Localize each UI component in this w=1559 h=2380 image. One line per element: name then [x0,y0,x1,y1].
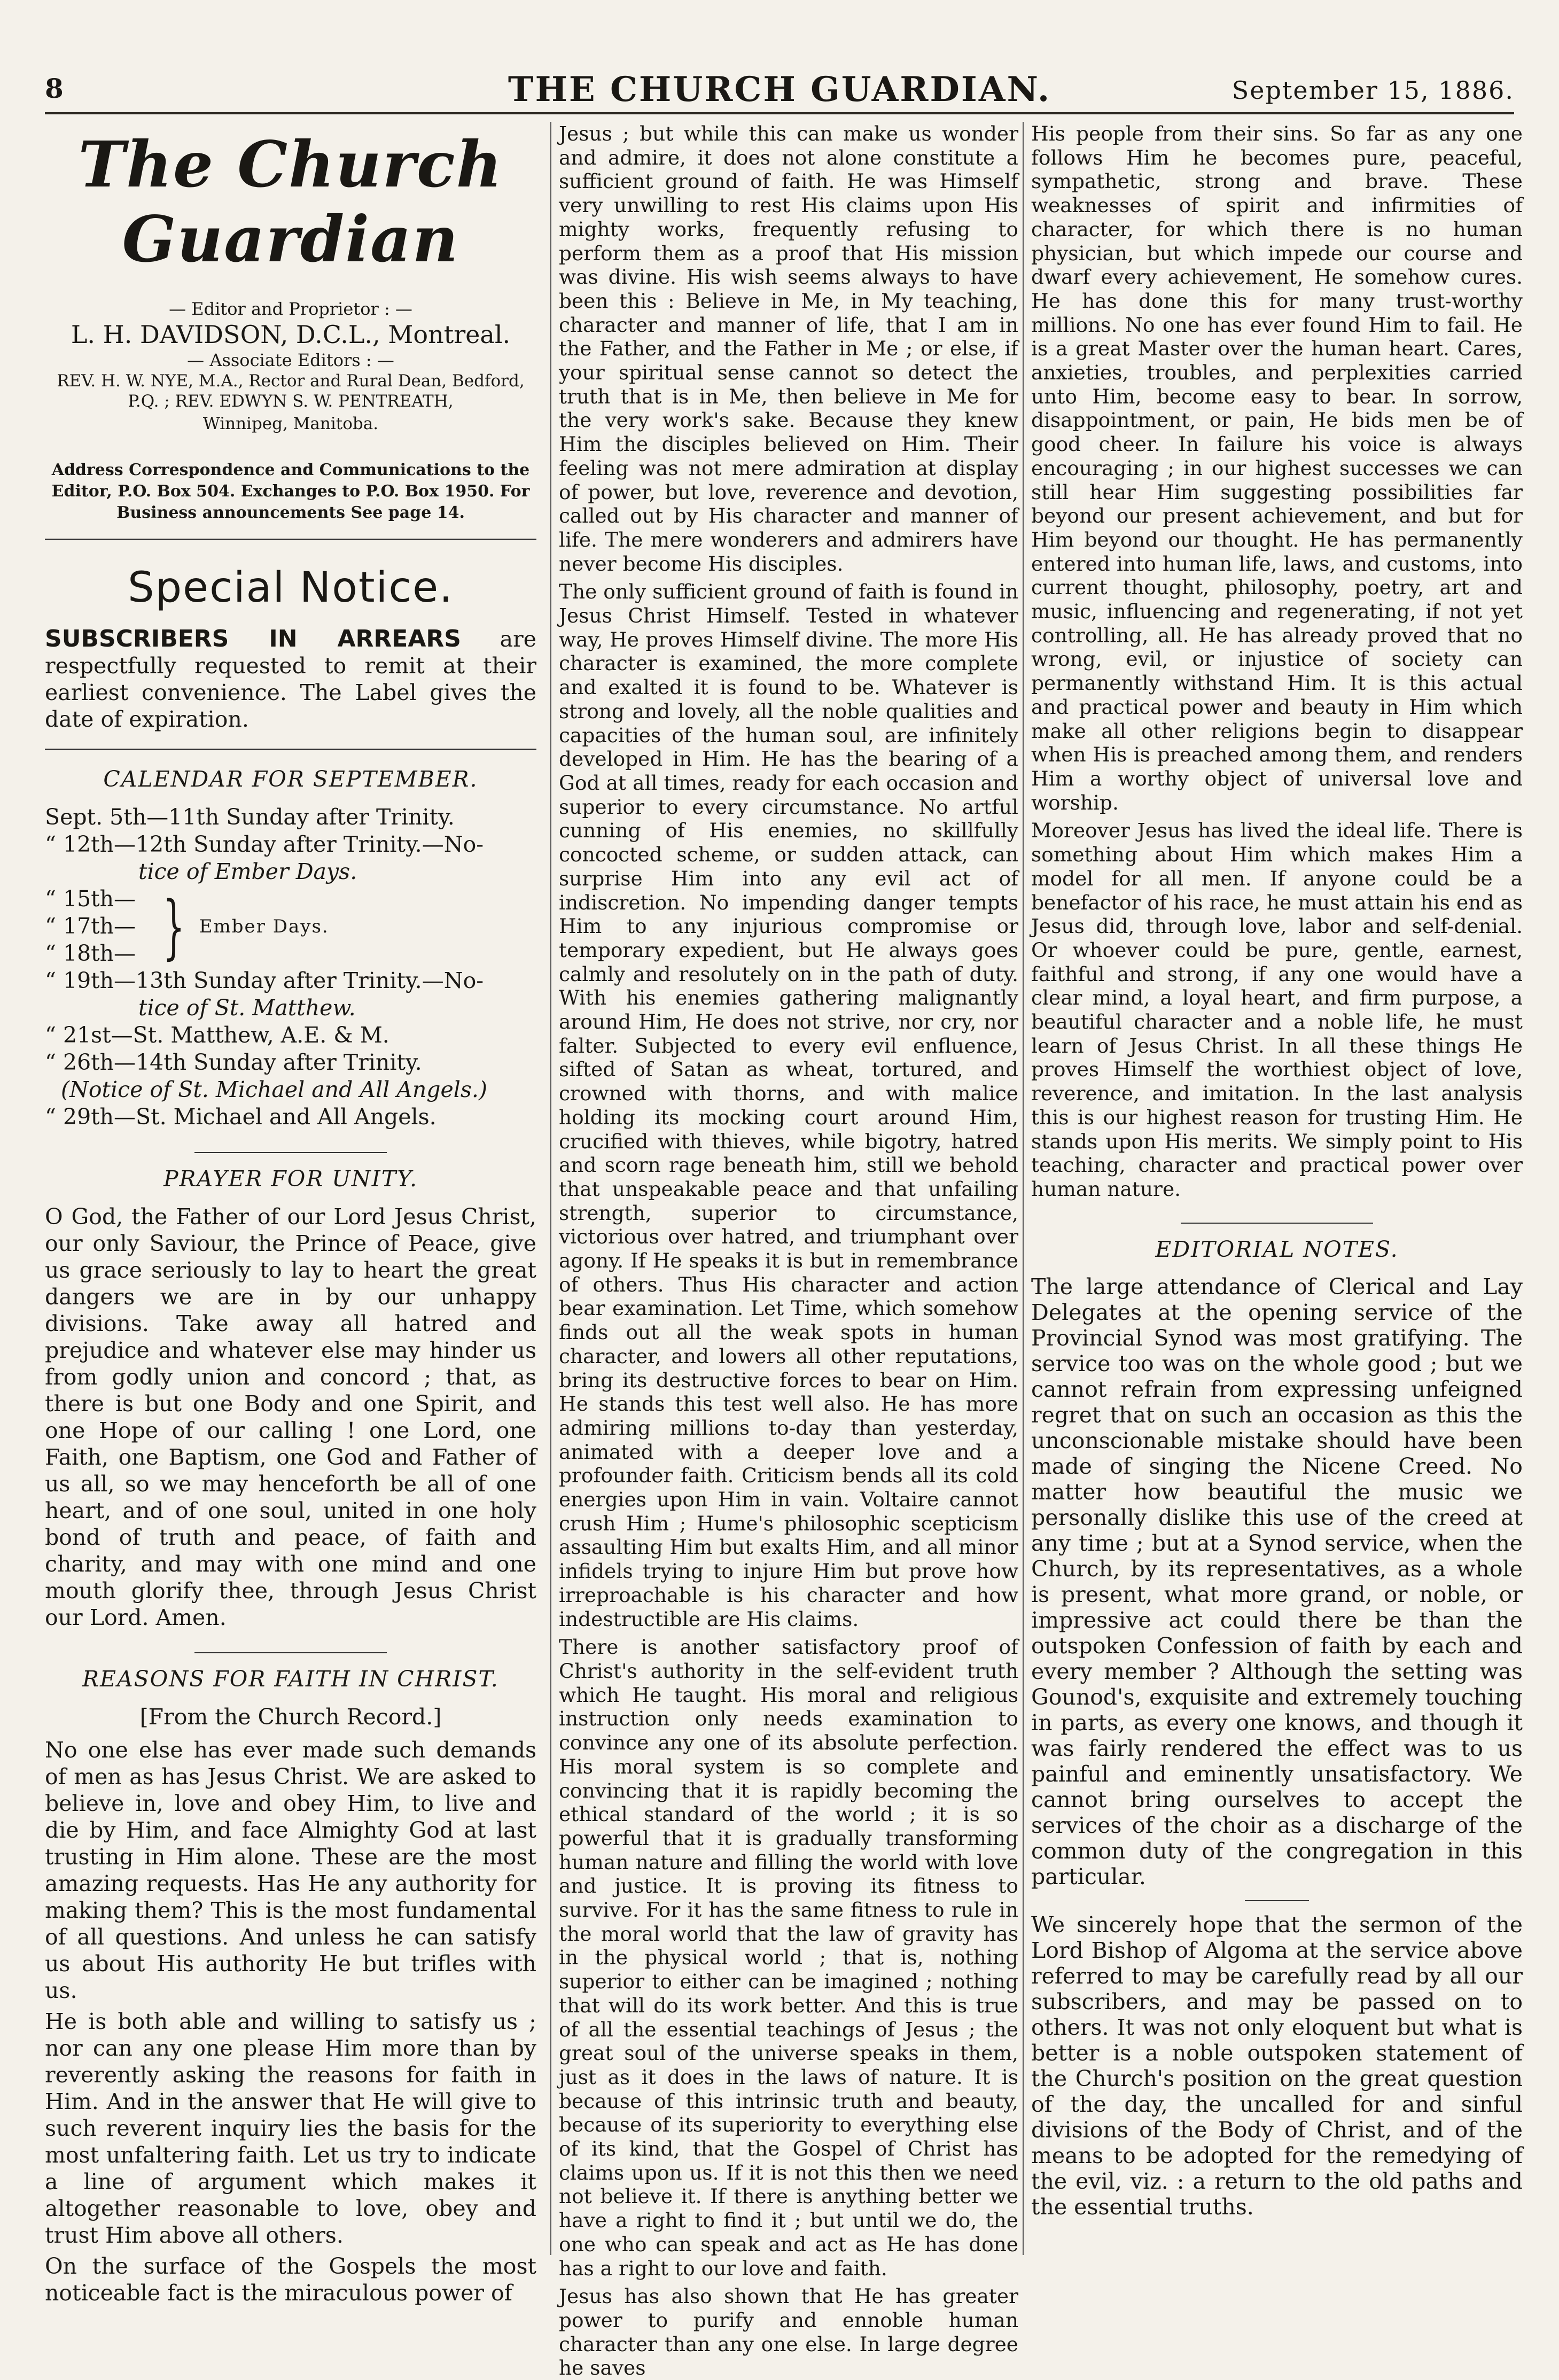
associate-editors-location: Winnipeg, Manitoba. [202,414,379,433]
ember-days-label: Ember Days. [199,915,329,937]
article-paragraph: The only sufficient ground of faith is found in Jesus Christ Himself. Tested in whatever way, He proves Himself divine. The more His character is examined, the more complete and exalted it is found to be. Whatever is strong and lovely, all the noble qualities and capacities of the human soul, are infinitely developed in Him. He has the bearing of a God at all times, ready for each occasion and superior to every circumstance. No artful cunning of His enemies, no skillfully concocted scheme, or sudden attack, can surprise Him into any evil act of indiscretion. No impending danger tempts Him to any injurious compromise or temporary expedient, but He always goes calmly and resolutely on in the path of duty. With his enemies gathering malignantly around Him, He does not strive, nor cry, nor falter. Subjected to every evil enfluence, sifted of Satan as wheat, tortured, and crowned with thorns, and with malice holding its mocking court around Him, crucified with thieves, while bigotry, hatred and scorn rage beneath him, still we behold that unspeakable peace and that unfailing strength, superior to circumstance, victorious over hatred, and triumphant over agony. If He speaks it is but in remembrance of others. Thus His character and action bear examination. Let Time, which somehow finds out all the weak spots in human character, and lowers all other reputations, bring its destructive forces to bear on Him. He stands this test well also. He has more admiring millions to-day than yesterday, animated with a deeper love and a profounder faith. Criticism bends all its cold energies upon Him in vain. Voltaire cannot crush Him ; Hume's philosophic scepticism assaulting Him but exalts Him, and all minor infidels trying to injure Him but prove how irreproachable is his character and how indestructible are His claims. [559,580,1018,1631]
reasons-heading: REASONS FOR FAITH IN CHRIST. [82,1666,499,1692]
prayer-body: O God, the Father of our Lord Jesus Christ, our only Saviour, the Prince of Peace, give us grace seriously to lay to heart the great dangers we are in by our unhappy divisions. Take away all hatred and prejudice and whatever else may hinder us from godly union and concord ; that, as there is but one Body and one Spirit, and one Hope of our calling ! one Lord, one Faith, one Baptism, one God and Father of us all, so we may henceforth be all of one heart, and of one soul, united in one holy bond of truth and peace, of faith and charity, and may with one mind and one mouth glorify thee, through Jesus Christ our Lord. Amen. [45,1204,536,1630]
article-paragraph: No one else has ever made such demands of men as has Jesus Christ. We are asked to believe in, love and obey Him, to live and die by Him, and face Almighty God at last trusting in Him alone. These are the most amazing requests. Has He any authority for making them? This is the most fundamental of all questions. And unless he can satisfy us about His authority He but trifles with us. [45,1737,536,2003]
article-paragraph: There is another satisfactory proof of Christ's authority in the self-evident truth which He taught. His moral and religious instruction only needs examination to convince any one of its absolute perfection. His moral system is so complete and convincing that it is rapidly becoming the ethical standard of the world ; it is so powerful that it is gradually transforming human nature and filling the world with love and justice. It is proving its fitness to survive. For it has the same fitness to rule in the moral world that the law of gravity has in the physical world ; that is, nothing superior to either can be imagined ; nothing that will do its work better. And this is true of all the essential teachings of Jesus ; the great soul of the universe speaks in them, just as it does in the laws of nature. It is because of this intrinsic truth and beauty, because of its superiority to everything else of its kind, that the Gospel of Christ has claims upon us. If it is not this then we need not believe it. If there is anything better we have a right to find it ; but until we do, the one who can speak and act as He has done has a right to our love and faith. [559,1635,1018,2280]
calendar-entry: “ 21st—St. Matthew, A.E. & M. [45,1022,389,1048]
calendar-entry: “ 12th—12th Sunday after Trinity.—No- [45,831,484,857]
article-paragraph: On the surface of the Gospels the most noticeable fact is the miraculous power of [45,2253,536,2306]
calendar-entry: Sept. 5th—11th Sunday after Trinity. [45,804,455,830]
calendar-entry-note: (Notice of St. Michael and All Angels.) [61,1077,487,1102]
article-paragraph: He is both able and willing to satisfy us ; nor can any one please Him more than by reverently asking the reasons for faith in Him. And in the answer that He will give to such reverent inquiry lies the basis for the most unfaltering faith. Let us try to indicate a line of argument which makes it altogether reasonable to love, obey and trust Him above all others. [45,2009,536,2248]
article-paragraph: Jesus has also shown that He has greater power to purify and ennoble human character than any one else. In large degree he saves [559,2284,1018,2380]
calendar-entry: “ 15th— [45,886,136,912]
running-head [45,69,1514,114]
running-title: THE CHURCH GUARDIAN. [508,69,1051,110]
calendar-entry-note: tice of Ember Days. [138,859,357,884]
special-notice-body [45,626,536,733]
divider [194,1152,387,1153]
editor-name: L. H. DAVIDSON, D.C.L., Montreal. [71,320,511,349]
prayer-heading: PRAYER FOR UNITY. [163,1166,418,1192]
calendar-entry: “ 29th—St. Michael and All Angels. [45,1104,436,1130]
divider [1181,1223,1373,1224]
special-notice-text: are respectfully requested to remit at their earliest convenience. The Label gives the date of expiration. [45,626,536,732]
article-paragraph: His people from their sins. So far as any one follows Him he becomes pure, peaceful, sympathetic, strong and brave. These weaknesses of spirit and infirmities of character, for which there is no human physician, but which impede our course and dwarf every achievement, He somehow cures. He has done this for many trust-worthy millions. No one has ever found Him to fail. He is a great Master over the human heart. Cares, anxieties, troubles, and perplexities carried unto Him, become easy to bear. In sorrow, disappointment, or pain, He bids men be of good cheer. In failure his voice is always encouraging ; in our highest successes we can still hear Him suggesting possibilities far beyond our present achievement, and but for Him beyond our thought. He has permanently entered into human life, laws, and customs, into current thought, philosophy, poetry, art and music, influencing and regenerating, if not yet controlling, all. He has already proved that no wrong, evil, or injustice of society can permanently withstand Him. It is this actual and practical power and beauty in Him which make all other religions begin to disappear when His is preached among them, and renders Him a worthy object of universal love and worship. [1031,122,1523,814]
divider [194,1652,387,1653]
calendar-entry-note: tice of St. Matthew. [138,995,356,1021]
associate-editors: REV. H. W. NYE, M.A., Rector and Rural Dean, Bedford, P.Q. ; REV. EDWYN S. W. PENTREATH, [57,371,525,411]
calendar-entry: “ 18th— [45,940,136,966]
article-paragraph: Jesus ; but while this can make us wonder and admire, it does not alone constitute a sufficient ground of faith. He was Himself very unwilling to rest His claims upon His mighty works, frequently refusing to perform them as a proof that His mission was divine. His wish seems always to have been this : Believe in Me, in My teaching, character and manner of life, that I am in the Father, and the Father in Me ; or else, if your spiritual sense cannot so detect the truth that is in Me, then believe in Me for the very work's sake. Because they knew Him the disciples believed on Him. Their feeling was not mere admiration at display of power, but love, reverence and devotion, called out by His character and manner of life. The mere wonderers and admirers have never become His disciples. [559,122,1018,575]
column-right [1023,122,1523,2255]
associate-label: — Associate Editors : — [187,350,394,370]
column-left [45,122,536,2306]
ember-dates [45,885,152,967]
calendar-heading: CALENDAR FOR SEPTEMBER. [103,766,478,792]
divider [1245,1900,1309,1901]
ember-days-group [45,885,536,967]
article-paragraph: Moreover Jesus has lived the ideal life. There is something about Him which makes Him a model for all men. If anyone could be a benefactor of his race, he must attain his end as Jesus did, through love, labor and self-denial. Or whoever could be pure, gentle, earnest, faithful and strong, if any one would have a clear mind, a loyal heart, and firm purpose, a beautiful character and a noble life, he must learn of Jesus Christ. In all these things He proves Himself the worthiest object of love, reverence, and imitation. In the last analysis this is our highest reason for trusting Him. He stands upon His merits. We simply point to His teaching, character and practical power over human nature. [1031,819,1523,1201]
masthead-title: The Church Guardian [78,127,503,276]
calendar-entry: “ 17th— [45,913,136,939]
divider [45,749,536,750]
editorial-heading: EDITORIAL NOTES. [1155,1236,1399,1262]
issue-date: September 15, 1886. [1231,76,1514,105]
page-number: 8 [45,73,64,104]
brace-icon: } [162,885,185,967]
reasons-source: [From the Church Record.] [139,1704,442,1730]
editorial-paragraph: The large attendance of Clerical and Lay Delegates at the opening service of the Provincial Synod was most gratifying. The service too was on the whole good ; but we cannot refrain from expressing unfeigned regret that on such an occasion as this the unconscionable mistake should have been made of singing the Nicene Creed. No matter how beautiful the music we personally dislike this use of the creed at any time ; but at a Synod service, when the Church, by its representatives, as a whole is present, what more grand, or noble, or impressive act could there be than the outspoken Confession of faith by each and every member ? Although the setting was Gounod's, exquisite and extremely touching in parts, as every one knows, and though it was fairly rendered the effect was to us painful and eminently unsatisfactory. We cannot bring ourselves to accept the services of the choir as a discharge of the common duty of the congregation in this particular. [1031,1273,1523,1889]
calendar-entry: “ 19th—13th Sunday after Trinity.—No- [45,968,484,993]
editorial-paragraph: We sincerely hope that the sermon of the Lord Bishop of Algoma at the service above referred to may be carefully read by all our subscribers, and may be passed on to others. It was not only eloquent but what is better is a noble outspoken statement of the Church's position on the great question of the day, the uncalled for and sinful divisions of the Body of Christ, and of the means to be adopted for the remedying of the evil, viz. : a return to the old paths and the essential truths. [1031,1911,1523,2220]
column-middle [550,122,1018,2380]
special-notice-heading: Special Notice. [128,564,454,612]
editor-label: — Editor and Proprietor : — [169,299,412,319]
address-block: Address Correspondence and Communications to the Editor, P.O. Box 504. Exchanges to P.O. Box 1950. For Business announcements See page 14. [45,452,536,540]
calendar-entry: “ 26th—14th Sunday after Trinity. [45,1049,422,1075]
special-notice-lead: SUBSCRIBERS IN ARREARS [45,625,461,652]
